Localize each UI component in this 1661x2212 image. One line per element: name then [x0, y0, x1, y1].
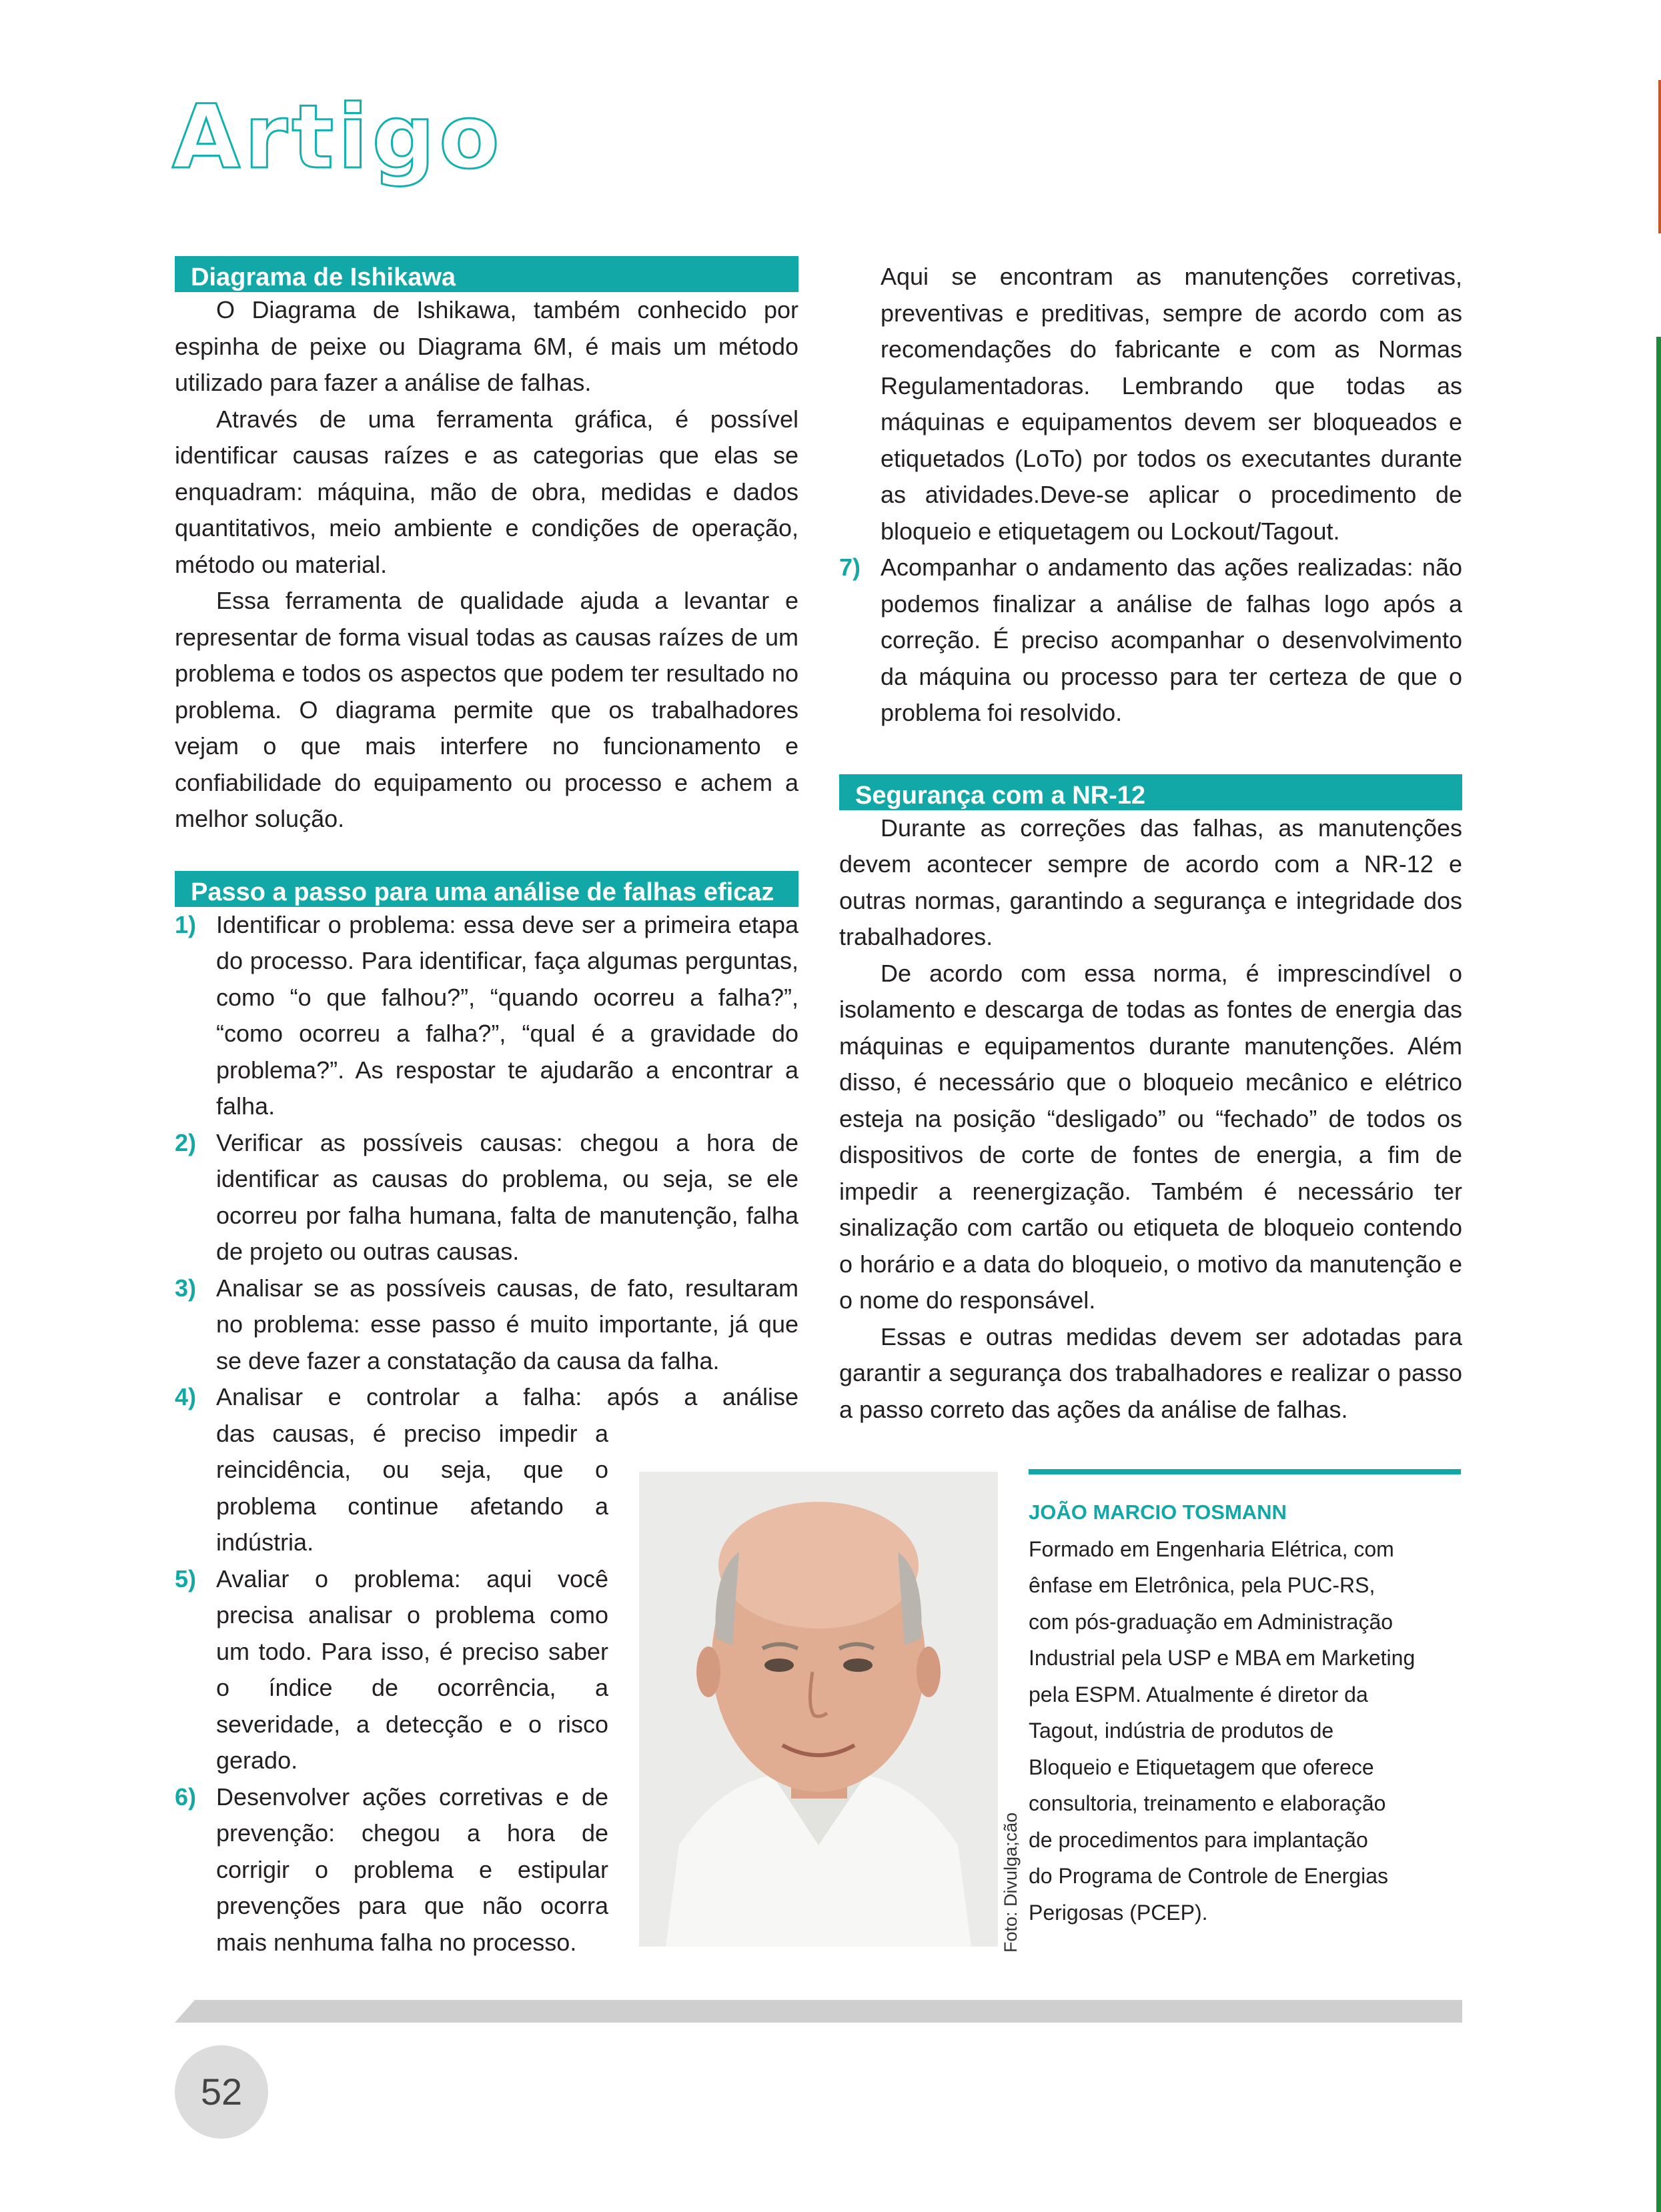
list-item-continuation [175, 1416, 608, 1561]
bio-line: de procedimentos para implantação [1029, 1827, 1368, 1852]
list-text: Acompanhar o andamento das ações realizadas: não podemos finalizar a análise de falhas logo após a correção. É preciso acompanhar o desenvolvimento da máquina ou processo para ter certeza de que o problema foi resolvido. [881, 554, 1462, 726]
photo-credit: Foto: Divulga;cão [1001, 1812, 1021, 1953]
list-item [175, 1561, 608, 1779]
list-item [175, 1125, 798, 1270]
paragraph: Durante as correções das falhas, as manutenções devem acontecer sempre de acordo com a NR-12 e outras normas, garantindo a segurança e integridade dos trabalhadores. [839, 814, 1462, 950]
list-number: 1) [175, 910, 197, 938]
section-heading-passo-a-passo: Passo a passo para uma análise de falhas eficaz [175, 871, 798, 907]
paragraph: Essa ferramenta de qualidade ajuda a levantar e representar de forma visual todas as causas raízes de um problema e todos os aspectos que podem ter resultado no problema. O diagrama permite que os trabalhadores vejam o que mais interfere no funcionamento e confiabilidade do equipamento ou processo e achem a melhor solução. [175, 587, 798, 832]
list-number: 3) [175, 1274, 197, 1302]
bio-line: Perigosas (PCEP). [1029, 1900, 1208, 1925]
list-text: Desenvolver ações corretivas e de prevenção: chegou a hora de corrigir o problema e estipular prevenções para que não ocorra mais nenhuma falha no processo. [216, 1783, 608, 1956]
author-bio [1029, 1469, 1461, 1931]
paragraph: Através de uma ferramenta gráfica, é possível identificar causas raízes e as categorias que elas se enquadram: máquina, mão de obra, medidas e dados quantitativos, meio ambiente e condições de operação, método ou material. [175, 405, 798, 578]
list-item [839, 549, 1462, 732]
list-number: 7) [839, 554, 861, 581]
narrow-list-block [175, 1416, 608, 1961]
list-text: Aqui se encontram as manutenções corretivas, preventivas e preditivas, sempre de acordo com as recomendações do fabricante e com as Normas Regulamentadoras. Lembrando que todas as máquinas e equipamentos devem ser bloqueados e etiquetados (LoTo) por todos os executantes durante as atividades.Deve-se aplicar o procedimento de bloqueio e etiquetagem ou Lockout/Tagout. [881, 263, 1462, 545]
list-text: das causas, é preciso impedir a reincidência, ou seja, que o problema continue afetando a indústria. [216, 1419, 608, 1556]
list-text: Analisar se as possíveis causas, de fato, resultaram no problema: esse passo é muito importante, já que se deve fazer a constatação da causa da falha. [216, 1274, 798, 1374]
author-name: JOÃO MARCIO TOSMANN [1029, 1500, 1287, 1524]
list-number: 4) [175, 1383, 197, 1410]
list-item [175, 1270, 798, 1380]
list-item [175, 1779, 608, 1961]
section-kicker: Artigo [172, 86, 504, 189]
bio-line: pela ESPM. Atualmente é diretor da [1029, 1682, 1368, 1707]
section-heading-nr12: Segurança com a NR-12 [839, 774, 1462, 810]
list-number: 6) [175, 1783, 197, 1811]
page-number: 52 [175, 2045, 268, 2139]
bio-line: Bloqueio e Etiquetagem que oferece [1029, 1755, 1374, 1779]
paragraph: De acordo com essa norma, é imprescindível o isolamento e descarga de todas as fontes de energia das máquinas e equipamentos durante manutenções. Além disso, é necessário que o bloqueio mecânico e elétrico esteja na posição “desligado” ou “fechado” de todos os dispositivos de corte de fontes de energia, a fim de impedir a reenergização. Também é necessário ter sinalização com cartão ou etiqueta de bloqueio contendo o horário e a data do bloqueio, o motivo da manutenção e o nome do responsável. [839, 959, 1462, 1314]
list-number: 2) [175, 1128, 197, 1156]
list-text: Analisar e controlar a falha: após a análise [216, 1383, 798, 1410]
section-heading-ishikawa: Diagrama de Ishikawa [175, 256, 798, 292]
page-edge-mark [1658, 80, 1661, 233]
bio-line: ênfase em Eletrônica, pela PUC-RS, [1029, 1573, 1375, 1597]
author-photo [639, 1472, 998, 1947]
list-item [175, 907, 798, 1125]
author-portrait-image [639, 1472, 998, 1947]
list-text: Identificar o problema: essa deve ser a primeira etapa do processo. Para identificar, faça algumas perguntas, como “o que falhou?”, “quando ocorreu a falha?”, “como ocorreu a falha?”, “qual é a gravidade do problema?”. As respostar te ajudarão a encontrar a falha. [216, 910, 798, 1120]
list-text: Avaliar o problema: aqui você precisa analisar o problema como um todo. Para isso, é preciso saber o índice de ocorrência, a severidade, a detecção e o risco gerado. [216, 1564, 608, 1774]
list-number: 5) [175, 1564, 197, 1592]
paragraph: Essas e outras medidas devem ser adotadas para garantir a segurança dos trabalhadores e realizar o passo a passo correto das ações da análise de falhas. [839, 1322, 1462, 1423]
footer-bar [175, 2000, 1462, 2023]
page-edge-bar [1656, 337, 1661, 2212]
bio-line: do Programa de Controle de Energias [1029, 1864, 1388, 1888]
bio-line: Formado em Engenharia Elétrica, com [1029, 1536, 1394, 1561]
bio-line: consultoria, treinamento e elaboração [1029, 1791, 1386, 1815]
bio-line: com pós-graduação em Administração [1029, 1609, 1394, 1634]
list-item [175, 1379, 798, 1416]
bio-line: Tagout, indústria de produtos de [1029, 1719, 1334, 1743]
list-text: Verificar as possíveis causas: chegou a hora de identificar as causas do problema, ou seja, se ele ocorreu por falha humana, falta de manutenção, falha de projeto ou outras causas. [216, 1128, 798, 1265]
right-column [839, 259, 1462, 1428]
list-item-continuation [839, 259, 1462, 549]
bio-line: Industrial pela USP e MBA em Marketing [1029, 1646, 1416, 1670]
paragraph: O Diagrama de Ishikawa, também conhecido por espinha de peixe ou Diagrama 6M, é mais um método utilizado para fazer a análise de falhas. [175, 296, 798, 396]
